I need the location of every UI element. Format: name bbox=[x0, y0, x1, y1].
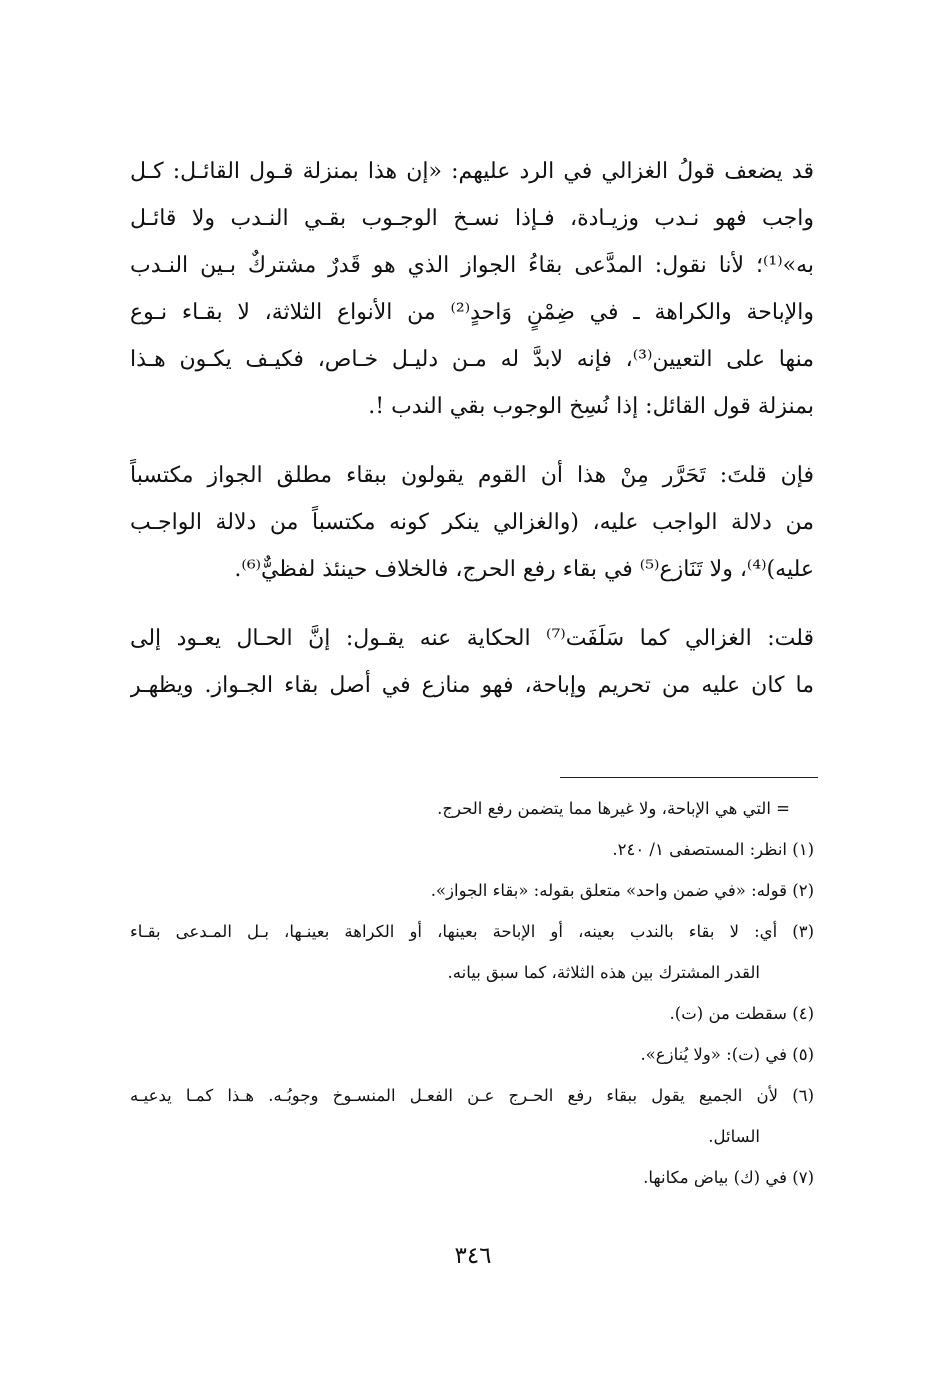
footnotes bbox=[130, 788, 814, 1198]
footnote-1 bbox=[130, 829, 814, 870]
footnote-line: (٤) سقطت من (ت). bbox=[669, 1004, 814, 1023]
footnote-7 bbox=[130, 1157, 814, 1198]
footnote-line: = التي هي الإباحة، ولا غيرها مما يتضمن رفع الحرج. bbox=[437, 799, 790, 818]
footnote-separator bbox=[560, 777, 818, 778]
paragraph-2 bbox=[130, 452, 814, 593]
text-line: قد يضعف قولُ الغزالي في الرد عليهم: «إن هذا بمنزلة قـول القائـل: كـل bbox=[130, 159, 814, 184]
footnote-line: (٧) في (ك) بياض مكانها. bbox=[643, 1168, 814, 1187]
text-line: فإن قلتَ: تَحَرَّر مِنْ هذا أن القوم يقولون ببقاء مطلق الجواز مكتسباً bbox=[130, 463, 814, 488]
footnote-line: (٣) أي: لا بقاء بالندب بعينه، أو الإباحة بعينها، أو الكراهة بعينـها، بـل المـدعى بقـاء bbox=[130, 922, 814, 941]
paragraph-3 bbox=[130, 615, 814, 709]
main-text bbox=[130, 148, 814, 709]
text-line: عليه)⁽⁴⁾، ولا تَنَازع⁽⁵⁾ في بقاء رفع الحرج، فالخلاف حينئذ لفظيٌّ⁽⁶⁾. bbox=[234, 557, 814, 582]
text-line: منها على التعيين⁽³⁾، فإنه لابدَّ له مـن دليـل خـاص، فكيـف يكـون هـذا bbox=[130, 347, 814, 372]
footnote-line: (٢) قوله: «في ضمن واحد» متعلق بقوله: «بقاء الجواز». bbox=[430, 881, 814, 900]
paragraph-gap bbox=[130, 593, 814, 615]
text-line: قلت: الغزالي كما سَلَفَت⁽⁷⁾ الحكاية عنه يقـول: إنَّ الحـال يعـود إلى bbox=[130, 626, 814, 651]
footnote-3 bbox=[130, 911, 814, 993]
page-number: ٣٤٦ bbox=[454, 1243, 492, 1269]
footnote-5 bbox=[130, 1034, 814, 1075]
footnote-4 bbox=[130, 993, 814, 1034]
text-line: والإباحة والكراهة ـ في ضِمْنٍ وَاحدٍ⁽²⁾ من الأنواع الثلاثة، لا بقـاء نـوع bbox=[130, 300, 814, 325]
text-line: واجب فهو نـدب وزيـادة، فـإذا نسـخ الوجـوب بقـي النـدب ولا قائـل bbox=[130, 206, 814, 231]
text-line: ما كان عليه من تحريم وإباحة، فهو منازع في أصل بقاء الجـواز. ويظهـر bbox=[130, 673, 814, 698]
footnote-line: (١) انظر: المستصفى ١/ ٢٤٠. bbox=[612, 840, 814, 859]
footnote-line: السائل. bbox=[708, 1127, 760, 1146]
paragraph-1 bbox=[130, 148, 814, 430]
footnote-line: (٦) لأن الجميع يقول ببقاء رفع الحـرج عـن الفعـل المنسـوخ وجوبُـه. هـذا كمـا يدعيـه bbox=[130, 1086, 814, 1105]
text-line: بمنزلة قول القائل: إذا نُسِخ الوجوب بقي الندب !. bbox=[368, 394, 814, 419]
text-line: من دلالة الواجب عليه، (والغزالي ينكر كونه مكتسباً من دلالة الواجـب bbox=[130, 510, 814, 535]
text-line: به»⁽¹⁾؛ لأنا نقول: المدَّعى بقاءُ الجواز الذي هو قَدرٌ مشتركٌ بـين النـدب bbox=[130, 253, 814, 278]
footnote-2 bbox=[130, 870, 814, 911]
footnote-line: القدر المشترك بين هذه الثلاثة، كما سبق بيانه. bbox=[447, 963, 760, 982]
footnote-line: (٥) في (ت): «ولا يُنازع». bbox=[640, 1045, 814, 1064]
footnote-continued bbox=[130, 788, 814, 829]
paragraph-gap bbox=[130, 430, 814, 452]
footnote-6 bbox=[130, 1075, 814, 1157]
